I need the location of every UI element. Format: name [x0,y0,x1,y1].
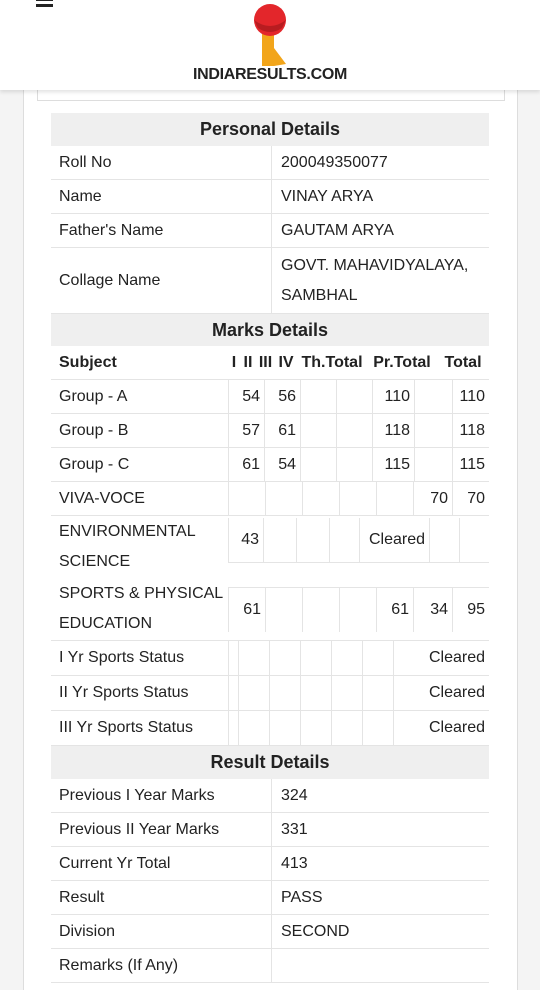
table-cell: 118 [372,414,414,447]
table-cell: 110 [372,380,414,413]
hamburger-menu-icon[interactable] [36,0,53,7]
row-value [271,949,489,982]
row-value: GAUTAM ARYA [271,214,489,247]
row-value: 331 [271,813,489,846]
table-row [51,711,489,746]
row-value: PASS [271,881,489,914]
table-cell [300,711,331,745]
table-cell: Cleared [393,711,489,745]
top-bar [0,0,540,90]
table-cell: Cleared [393,676,489,710]
column-header: Total [444,353,482,371]
result-details-heading: Result Details [51,746,489,779]
row-label: Name [59,187,102,205]
table-cell [228,676,238,710]
table-cell: 54 [228,380,264,413]
table-cell [362,711,393,745]
table-cell [238,711,269,745]
personal-details-table [51,146,489,314]
column-header: II [243,353,253,371]
table-row [51,380,489,414]
table-cell [376,482,413,515]
table-cell: Cleared [359,518,429,562]
table-cell: 115 [452,448,489,481]
subject-name: VIVA-VOCE [59,489,145,507]
table-cell [336,448,372,481]
table-cell: 61 [228,588,265,632]
table-cell: 61 [228,448,264,481]
row-label: Remarks (If Any) [59,956,179,974]
table-cell [300,414,336,447]
marks-details-heading: Marks Details [51,314,489,346]
subject-name: II Yr Sports Status [59,684,189,701]
table-row [51,578,489,641]
logo-text: INDIARESULTS.COM [192,66,347,83]
row-label: Division [59,922,116,940]
table-cell [296,518,329,562]
row-label: Father's Name [59,221,164,239]
table-cell: 61 [264,414,300,447]
result-details-table [51,779,489,983]
table-row [51,448,489,482]
table-cell [238,641,269,675]
table-cell [331,641,362,675]
table-cell: 54 [264,448,300,481]
column-header: I [231,353,237,371]
table-cell [300,676,331,710]
table-cell: 115 [372,448,414,481]
table-cell: Cleared [393,641,489,675]
table-cell [263,518,296,562]
table-row [51,813,489,847]
row-value: 324 [271,779,489,812]
table-row [51,516,489,578]
row-value: VINAY ARYA [271,180,489,213]
table-cell [414,414,452,447]
column-header: III [258,353,273,371]
table-cell [336,414,372,447]
site-logo[interactable] [188,2,352,86]
table-row [51,146,489,180]
table-cell: 95 [452,588,489,632]
table-cell [238,676,269,710]
table-cell [269,641,300,675]
table-row [51,779,489,813]
row-label: Roll No [59,153,112,171]
row-value: GOVT. MAHAVIDYALAYA, SAMBHAL [271,248,489,313]
table-cell [300,380,336,413]
table-cell [362,641,393,675]
table-cell [331,711,362,745]
result-content [51,113,489,983]
table-row [51,915,489,949]
subject-name: III Yr Sports Status [59,719,193,736]
table-cell [329,518,359,562]
table-cell [265,588,302,632]
table-cell [414,380,452,413]
table-cell: 118 [452,414,489,447]
table-cell [362,676,393,710]
table-cell [269,676,300,710]
inner-container [37,90,505,101]
table-cell: 61 [376,588,413,632]
row-value: 413 [271,847,489,880]
table-cell [228,482,265,515]
table-row [51,676,489,711]
table-cell: 43 [228,518,263,562]
table-cell [300,641,331,675]
personal-details-heading: Personal Details [51,113,489,146]
table-cell: 110 [452,380,489,413]
table-row [51,414,489,448]
column-header: IV [278,353,294,371]
table-row [51,214,489,248]
table-row [51,949,489,983]
table-cell [302,588,339,632]
table-row [51,482,489,516]
table-cell [269,711,300,745]
table-cell [339,588,376,632]
row-value: SECOND [271,915,489,948]
table-cell [331,676,362,710]
table-row [51,881,489,915]
subject-name: I Yr Sports Status [59,649,185,666]
row-label: Previous II Year Marks [59,820,220,838]
logo-mark-icon [248,2,292,68]
table-cell: 34 [413,588,452,632]
table-cell: 70 [452,482,489,515]
table-cell [459,518,489,562]
table-row [51,847,489,881]
table-row [51,641,489,676]
table-cell [339,482,376,515]
table-cell [228,641,238,675]
subject-name: SPORTS & PHYSICAL EDUCATION [59,585,223,632]
table-cell: 57 [228,414,264,447]
table-cell [429,518,459,562]
column-header: Th.Total [301,353,363,371]
table-cell [302,482,339,515]
table-cell [265,482,302,515]
marks-details-table [51,346,489,746]
table-row [51,180,489,214]
table-cell [300,448,336,481]
subject-name: Group - C [59,455,130,473]
table-cell: 56 [264,380,300,413]
table-header-row [51,346,489,380]
column-header: Subject [59,353,117,371]
row-value: 200049350077 [271,146,489,179]
row-label: Collage Name [59,271,161,289]
row-label: Previous I Year Marks [59,786,215,804]
subject-name: Group - B [59,421,129,439]
table-row [51,248,489,314]
table-cell [336,380,372,413]
table-cell [228,711,238,745]
row-label: Current Yr Total [59,854,171,872]
table-cell [414,448,452,481]
subject-name: ENVIRONMENTAL SCIENCE [59,523,196,570]
subject-name: Group - A [59,387,128,405]
column-header: Pr.Total [373,353,431,371]
table-cell: 70 [413,482,452,515]
row-label: Result [59,888,105,906]
